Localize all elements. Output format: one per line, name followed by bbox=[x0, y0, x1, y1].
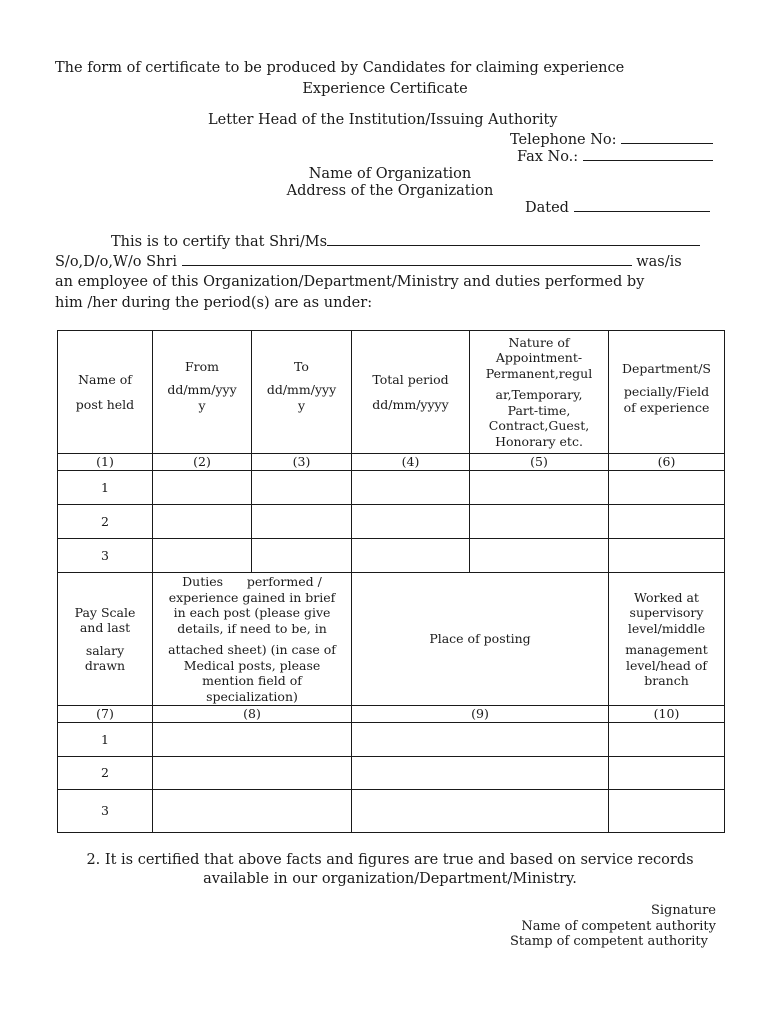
certificate-title: Experience Certificate bbox=[302, 81, 468, 97]
table-row bbox=[58, 471, 725, 505]
header-from: From dd/mm/yyy y bbox=[153, 331, 252, 454]
table-cell[interactable] bbox=[153, 471, 252, 505]
table-header-row-2 bbox=[58, 573, 725, 706]
org-name: Name of Organization bbox=[308, 166, 472, 182]
table-cell[interactable] bbox=[153, 790, 352, 833]
table-row bbox=[58, 505, 725, 539]
table-cell[interactable] bbox=[352, 723, 609, 757]
column-number-row-2 bbox=[58, 706, 725, 723]
letter-head: Letter Head of the Institution/Issuing Authority bbox=[208, 112, 558, 128]
column-number: (7) bbox=[58, 706, 153, 723]
header-to: To dd/mm/yyy y bbox=[252, 331, 352, 454]
table-cell[interactable] bbox=[252, 505, 352, 539]
column-number: (1) bbox=[58, 454, 153, 471]
row-number: 3 bbox=[58, 790, 153, 833]
table-cell[interactable] bbox=[252, 539, 352, 573]
name-blank[interactable] bbox=[327, 244, 700, 246]
table-cell[interactable] bbox=[153, 505, 252, 539]
table-cell[interactable] bbox=[352, 505, 470, 539]
header-nature-of-appointment: Nature of Appointment- Permanent,regul ar,Temporary, Part-time, Contract,Guest, Honorary etc. bbox=[470, 331, 609, 454]
form-title: The form of certificate to be produced by Candidates for claiming experience bbox=[55, 60, 625, 76]
header-name-of-post: Name of post held bbox=[58, 331, 153, 454]
table-cell[interactable] bbox=[153, 723, 352, 757]
table-cell[interactable] bbox=[470, 471, 609, 505]
table-cell[interactable] bbox=[470, 505, 609, 539]
table-cell[interactable] bbox=[609, 505, 725, 539]
relation-line bbox=[55, 254, 682, 270]
column-number: (9) bbox=[352, 706, 609, 723]
authority-name-label: Name of competent authority bbox=[521, 919, 716, 934]
header-department: Department/S pecially/Field of experience bbox=[609, 331, 725, 454]
column-number-row bbox=[58, 454, 725, 471]
table-cell[interactable] bbox=[352, 757, 609, 790]
table-cell[interactable] bbox=[609, 790, 725, 833]
table-cell[interactable] bbox=[609, 539, 725, 573]
dated-field bbox=[525, 200, 710, 216]
signature-label: Signature bbox=[650, 903, 716, 918]
header-place-of-posting: Place of posting bbox=[352, 573, 609, 706]
column-number: (3) bbox=[252, 454, 352, 471]
column-number: (8) bbox=[153, 706, 352, 723]
table-cell[interactable] bbox=[153, 539, 252, 573]
fax-label: Fax No.: bbox=[517, 149, 579, 165]
certify-line bbox=[111, 234, 700, 250]
table-cell[interactable] bbox=[352, 471, 470, 505]
period-line: him /her during the period(s) are as under: bbox=[55, 295, 373, 311]
certification-statement-2: available in our organization/Department/Ministry. bbox=[203, 871, 577, 887]
telephone-label: Telephone No: bbox=[510, 132, 617, 148]
row-number: 2 bbox=[58, 505, 153, 539]
fax-field bbox=[517, 149, 713, 165]
column-number: (5) bbox=[470, 454, 609, 471]
table-cell[interactable] bbox=[352, 539, 470, 573]
experience-table bbox=[57, 330, 725, 833]
telephone-field bbox=[510, 132, 713, 148]
column-number: (4) bbox=[352, 454, 470, 471]
table-cell[interactable] bbox=[153, 757, 352, 790]
certify-text: This is to certify that Shri/Ms bbox=[111, 234, 328, 250]
row-number: 3 bbox=[58, 539, 153, 573]
table-cell[interactable] bbox=[352, 790, 609, 833]
header-duties-performed: Duties performed / experience gained in brief in each post (please give details, if need to be, in attached sheet) (in case of Medical posts, please mention field of specialization) bbox=[153, 573, 352, 706]
table-row bbox=[58, 723, 725, 757]
row-number: 2 bbox=[58, 757, 153, 790]
table-cell[interactable] bbox=[252, 471, 352, 505]
header-pay-scale: Pay Scale and last salary drawn bbox=[58, 573, 153, 706]
telephone-blank[interactable] bbox=[621, 142, 713, 144]
row-number: 1 bbox=[58, 471, 153, 505]
table-row bbox=[58, 539, 725, 573]
org-address: Address of the Organization bbox=[286, 183, 494, 199]
dated-label: Dated bbox=[525, 200, 569, 216]
certification-statement: 2. It is certified that above facts and figures are true and based on service records bbox=[86, 852, 694, 868]
table-header-row bbox=[58, 331, 725, 454]
was-is-text: was/is bbox=[636, 254, 682, 270]
relation-text: S/o,D/o,W/o Shri bbox=[55, 254, 177, 270]
table-cell[interactable] bbox=[609, 757, 725, 790]
fax-blank[interactable] bbox=[583, 159, 713, 161]
header-supervisory-level: Worked at supervisory level/middle management level/head of branch bbox=[609, 573, 725, 706]
parent-name-blank[interactable] bbox=[182, 264, 632, 266]
employee-line: an employee of this Organization/Department/Ministry and duties performed by bbox=[55, 274, 645, 290]
table-row bbox=[58, 790, 725, 833]
column-number: (10) bbox=[609, 706, 725, 723]
column-number: (2) bbox=[153, 454, 252, 471]
row-number: 1 bbox=[58, 723, 153, 757]
dated-blank[interactable] bbox=[574, 210, 710, 212]
table-cell[interactable] bbox=[609, 723, 725, 757]
table-cell[interactable] bbox=[470, 539, 609, 573]
table-row bbox=[58, 757, 725, 790]
header-total-period: Total period dd/mm/yyyy bbox=[352, 331, 470, 454]
table-cell[interactable] bbox=[609, 471, 725, 505]
authority-stamp-label: Stamp of competent authority bbox=[509, 934, 708, 949]
column-number: (6) bbox=[609, 454, 725, 471]
